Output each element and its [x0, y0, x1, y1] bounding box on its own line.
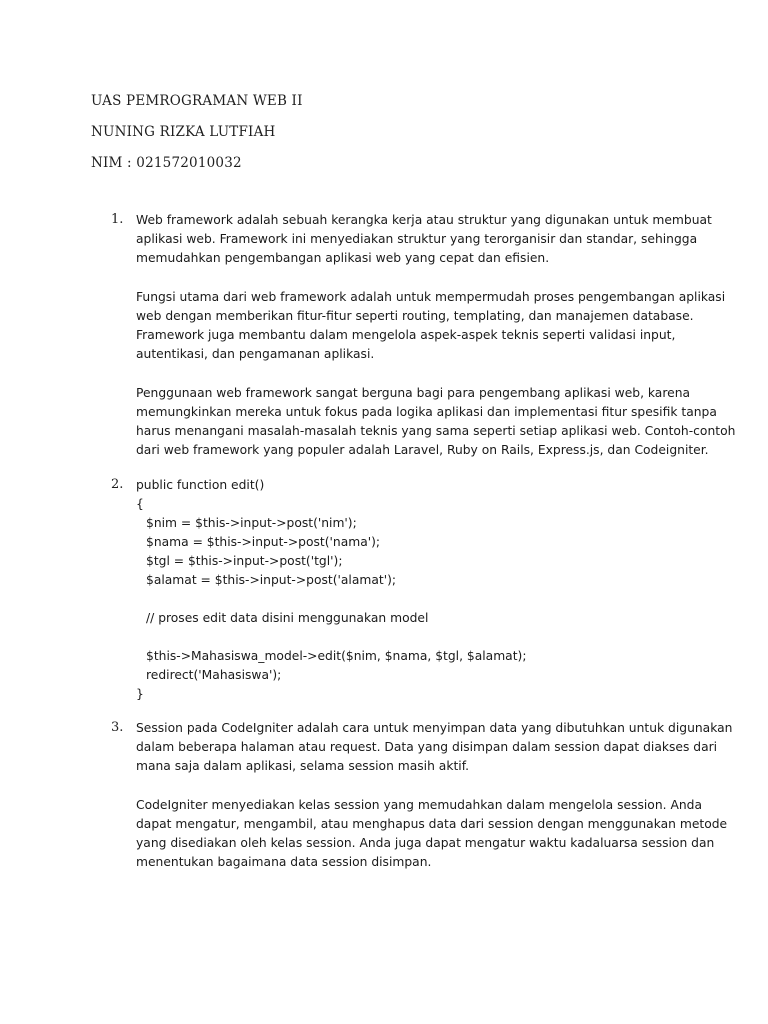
answer-3-paragraph-2 — [136, 796, 728, 872]
code-line: redirect('Mahasiswa'); — [146, 668, 282, 682]
text-line: Web framework adalah sebuah kerangka kerja atau struktur yang digunakan untuk membuat — [136, 213, 712, 227]
text-line: dapat mengatur, mengambil, atau menghapus data dari session dengan menggunakan metode — [136, 817, 728, 831]
answer-3 — [136, 719, 733, 872]
text-line: mana saja dalam aplikasi, selama session masih aktif. — [136, 759, 470, 773]
text-line: harus menangani masalah-masalah teknis yang sama seperti setiap aplikasi web. Contoh-contoh — [136, 424, 736, 438]
item-number-1: 1. — [111, 212, 124, 227]
text-line: Session pada CodeIgniter adalah cara untuk menyimpan data yang dibutuhkan untuk digunakan — [136, 721, 733, 735]
text-line: menentukan bagaimana data session disimpan. — [136, 855, 432, 869]
code-line: } — [136, 687, 144, 701]
answer-1 — [136, 211, 736, 460]
student-id: NIM : 021572010032 — [91, 155, 242, 171]
code-line: public function edit() — [136, 478, 265, 492]
answer-1-paragraph-2 — [136, 288, 726, 364]
text-line: yang disediakan oleh kelas session. Anda juga dapat mengatur waktu kadaluarsa session dan — [136, 836, 715, 850]
code-line: $alamat = $this->input->post('alamat'); — [146, 573, 397, 587]
code-line — [136, 628, 526, 647]
code-line: $this->Mahasiswa_model->edit($nim, $nama, $tgl, $alamat); — [146, 649, 527, 663]
text-line: aplikasi web. Framework ini menyediakan struktur yang terorganisir dan standar, sehingga — [136, 232, 698, 246]
text-line: Framework juga membantu dalam mengelola aspek-aspek teknis seperti validasi input, — [136, 328, 676, 342]
code-line: $tgl = $this->input->post('tgl'); — [146, 554, 343, 568]
text-line: CodeIgniter menyediakan kelas session yang memudahkan dalam mengelola session. Anda — [136, 798, 702, 812]
code-line — [136, 590, 526, 609]
text-line: dalam beberapa halaman atau request. Data yang disimpan dalam session dapat diakses dari — [136, 740, 718, 754]
doc-title: UAS PEMROGRAMAN WEB II — [91, 93, 303, 109]
item-number-3: 3. — [111, 720, 124, 735]
answer-1-paragraph-1 — [136, 211, 712, 268]
code-line: // proses edit data disini menggunakan model — [146, 611, 429, 625]
answer-3-paragraph-1 — [136, 719, 733, 776]
answer-2-code — [136, 476, 526, 704]
text-line: Penggunaan web framework sangat berguna bagi para pengembang aplikasi web, karena — [136, 386, 691, 400]
answer-1-paragraph-3 — [136, 384, 736, 460]
item-number-2: 2. — [111, 477, 124, 492]
code-line: $nama = $this->input->post('nama'); — [146, 535, 381, 549]
text-line: memudahkan pengembangan aplikasi web yang cepat dan efisien. — [136, 251, 550, 265]
text-line: memungkinkan mereka untuk fokus pada logika aplikasi dan implementasi fitur spesifik tanpa — [136, 405, 717, 419]
text-line: dari web framework yang populer adalah Laravel, Ruby on Rails, Express.js, dan Codeigniter. — [136, 443, 709, 457]
code-line: { — [136, 497, 144, 511]
text-line: Fungsi utama dari web framework adalah untuk mempermudah proses pengembangan aplikasi — [136, 290, 726, 304]
author-name: NUNING RIZKA LUTFIAH — [91, 124, 276, 140]
text-line: autentikasi, dan pengamanan aplikasi. — [136, 347, 375, 361]
text-line: web dengan memberikan fitur-fitur seperti routing, templating, dan manajemen database. — [136, 309, 694, 323]
code-line: $nim = $this->input->post('nim'); — [146, 516, 357, 530]
